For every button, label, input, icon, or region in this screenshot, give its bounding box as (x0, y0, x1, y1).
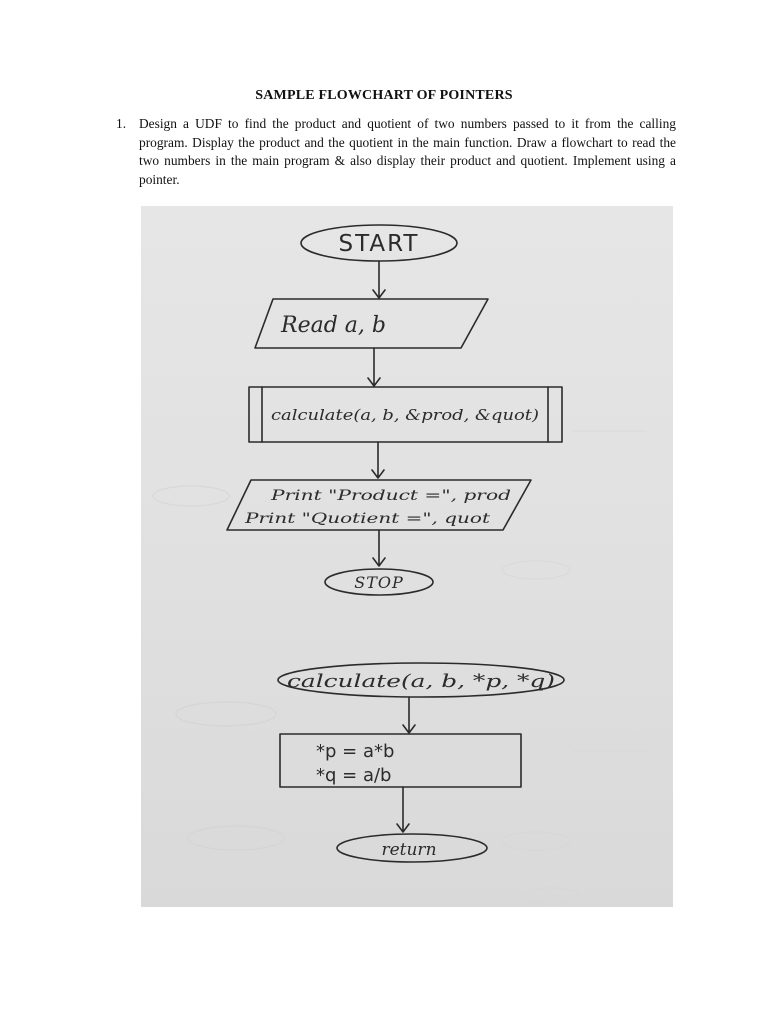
print-quotient-label: Print "Quotient =", quot (243, 511, 491, 527)
arrow-print-stop (373, 530, 385, 566)
question-block (116, 115, 676, 189)
question-number: 1. (116, 116, 127, 131)
arrow-process-return (397, 787, 409, 832)
read-label: Read a, b (281, 313, 386, 338)
call-label: calculate(a, b, &prod, &quot) (271, 406, 540, 424)
arrow-call-print (372, 442, 384, 478)
stop-label: STOP (354, 573, 404, 592)
start-label: START (338, 231, 420, 257)
flowchart-photo (141, 206, 673, 907)
question-text: Design a UDF to find the product and quotient of two numbers passed to it from the calling program. Display the product and the quotient in the main function. Draw a flowchart to read the two numbers in the main program & also display their product and quotient. Implement using a pointer. (139, 116, 676, 187)
arrow-header-process (403, 697, 415, 733)
arrow-start-read (373, 261, 385, 298)
arrow-read-call (368, 348, 380, 386)
flowchart-drawing (141, 206, 673, 907)
page-title: SAMPLE FLOWCHART OF POINTERS (255, 88, 513, 103)
print-product-label: Print "Product =", prod (269, 488, 512, 504)
function-line1-label: *p = a*b (316, 741, 395, 762)
function-line2-label: *q = a/b (316, 765, 392, 786)
function-header-label: calculate(a, b, *p, *q) (287, 671, 555, 692)
return-label: return (381, 840, 437, 860)
